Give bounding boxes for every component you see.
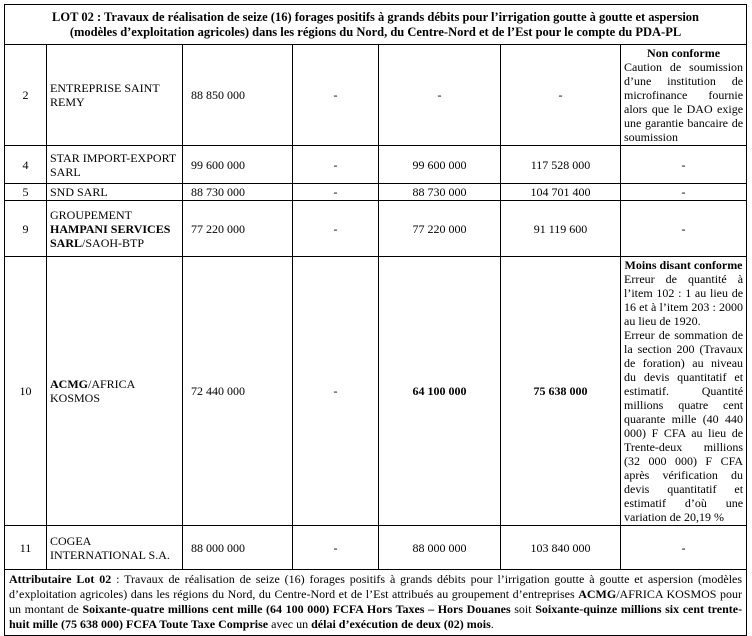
amount-read: 99 600 000 xyxy=(183,146,293,184)
amount-corrected-ttc: 103 840 000 xyxy=(501,526,621,570)
observation-text: Erreur de quantité à l’item 102 : 1 au lieu de 16 et à l’item 203 : 2000 au lieu de 1920. xyxy=(624,272,744,328)
table-row xyxy=(5,184,747,201)
observations xyxy=(621,184,747,201)
amount-corrected-ht: 88 000 000 xyxy=(379,526,501,570)
observation-text: Caution de soumission d’une institution de microfinance fournie alors que le DAO exige une garantie bancaire de soumission xyxy=(624,60,744,144)
table-row xyxy=(5,257,747,526)
row-number: 9 xyxy=(5,201,47,257)
amount-ttc-read: - xyxy=(293,146,379,184)
table-row xyxy=(5,526,747,570)
amount-read: 88 730 000 xyxy=(183,184,293,201)
observations xyxy=(621,45,747,146)
company-name-part: /SAOH-BTP xyxy=(82,235,145,250)
company-name xyxy=(47,201,183,257)
observation-text: - xyxy=(681,185,686,199)
observations xyxy=(621,146,747,184)
amount-ttc-read: - xyxy=(293,45,379,146)
amount-corrected-ttc: - xyxy=(501,45,621,146)
observation-text: - xyxy=(681,221,686,236)
company-name-part: HAMPANI SERVICES SARL xyxy=(50,221,171,250)
amount-ttc-read: - xyxy=(293,257,379,526)
company-name xyxy=(47,257,183,526)
company-name-part: GROUPEMENT xyxy=(50,207,132,222)
amount-read: 77 220 000 xyxy=(183,201,293,257)
title-row xyxy=(5,5,747,45)
row-number: 10 xyxy=(5,257,47,526)
attribution-text xyxy=(5,570,747,636)
company-name-part: COGEA INTERNATIONAL S.A. xyxy=(50,533,170,562)
amount-corrected-ttc: 104 701 400 xyxy=(501,184,621,201)
company-name xyxy=(47,45,183,146)
row-number: 2 xyxy=(5,45,47,146)
attribution-part: soit xyxy=(510,602,536,616)
amount-corrected-ttc: 75 638 000 xyxy=(501,257,621,526)
company-name-part: SND SARL xyxy=(50,185,108,199)
attribution-part: ACMG xyxy=(578,587,617,601)
amount-corrected-ht: 77 220 000 xyxy=(379,201,501,257)
lot-title-line2: (modèles d’exploitation agricoles) dans les régions du Nord, du Centre-Nord et de l’Est pour le compte du PDA-PL xyxy=(69,24,682,39)
amount-read: 88 850 000 xyxy=(183,45,293,146)
amount-corrected-ht: - xyxy=(379,45,501,146)
attribution-part: /AFRICA KOSMOS pour un montant de xyxy=(9,587,743,616)
lot-title-line1: LOT 02 : Travaux de réalisation de seize (16) forages positifs à grands débits pour l’irrigation goutte à goutte et aspersion xyxy=(52,9,699,24)
amount-read: 72 440 000 xyxy=(183,257,293,526)
attribution-part: Soixante-quatre millions cent mille (64 100 000) FCFA Hors Taxes – Hors Douanes xyxy=(82,602,511,616)
observation-verdict: Moins disant conforme xyxy=(624,258,743,272)
company-name-part: /AFRICA KOSMOS xyxy=(50,377,135,405)
amount-ttc-read: - xyxy=(293,184,379,201)
observation-verdict: Non conforme xyxy=(647,46,721,60)
observation-text: Erreur de sommation de la section 200 (Travaux de foration) au niveau du devis quantitatif et estimatif. Quantité millions quatre cent quarante mille (40 440 000) F CFA au lieu de Trente-deux millions (32 000 000) F CFA après vérification du devis quantitatif et estimatif d’où une variation de 20,19 % xyxy=(624,328,744,524)
lot-title xyxy=(5,5,747,45)
amount-corrected-ttc: 117 528 000 xyxy=(501,146,621,184)
company-name-part: ACMG xyxy=(50,377,88,391)
results-table xyxy=(4,4,747,636)
attribution-part: : Travaux de réalisation de seize (16) forages positifs à grands débits pour l’irrigation goutte à goutte et aspersion (modèles d’exploitation agricoles) dans les régions du Nord, du Centre-Nord et de l’Est attribués au groupement d’entreprises xyxy=(9,572,743,601)
observations xyxy=(621,201,747,257)
attribution-part: . xyxy=(490,617,494,631)
company-name xyxy=(47,146,183,184)
row-number: 5 xyxy=(5,184,47,201)
company-name-part: STAR IMPORT-EXPORT SARL xyxy=(50,150,176,179)
company-name xyxy=(47,526,183,570)
amount-corrected-ht: 64 100 000 xyxy=(379,257,501,526)
observations xyxy=(621,526,747,570)
attribution-part: délai d’exécution de deux (02) mois xyxy=(311,617,491,631)
company-name xyxy=(47,184,183,201)
amount-corrected-ttc: 91 119 600 xyxy=(501,201,621,257)
amount-ttc-read: - xyxy=(293,526,379,570)
row-number: 11 xyxy=(5,526,47,570)
amount-corrected-ht: 99 600 000 xyxy=(379,146,501,184)
table-row xyxy=(5,45,747,146)
amount-corrected-ht: 88 730 000 xyxy=(379,184,501,201)
observations xyxy=(621,257,747,526)
attribution-part: Soixante-quinze millions six cent trente-huit mille (75 638 000) FCFA Toute Taxe Comprise xyxy=(9,602,743,631)
table-row xyxy=(5,201,747,257)
attribution-part: avec un xyxy=(268,617,312,631)
company-name-part: ENTREPRISE SAINT REMY xyxy=(50,81,160,109)
attribution-row xyxy=(5,570,747,636)
observation-text: - xyxy=(681,157,686,172)
results-table-body xyxy=(5,5,747,636)
results-document xyxy=(4,4,746,636)
row-number: 4 xyxy=(5,146,47,184)
amount-read: 88 000 000 xyxy=(183,526,293,570)
amount-ttc-read: - xyxy=(293,201,379,257)
observation-text: - xyxy=(681,540,686,555)
attribution-part: Attributaire Lot 02 xyxy=(9,572,112,586)
table-row xyxy=(5,146,747,184)
